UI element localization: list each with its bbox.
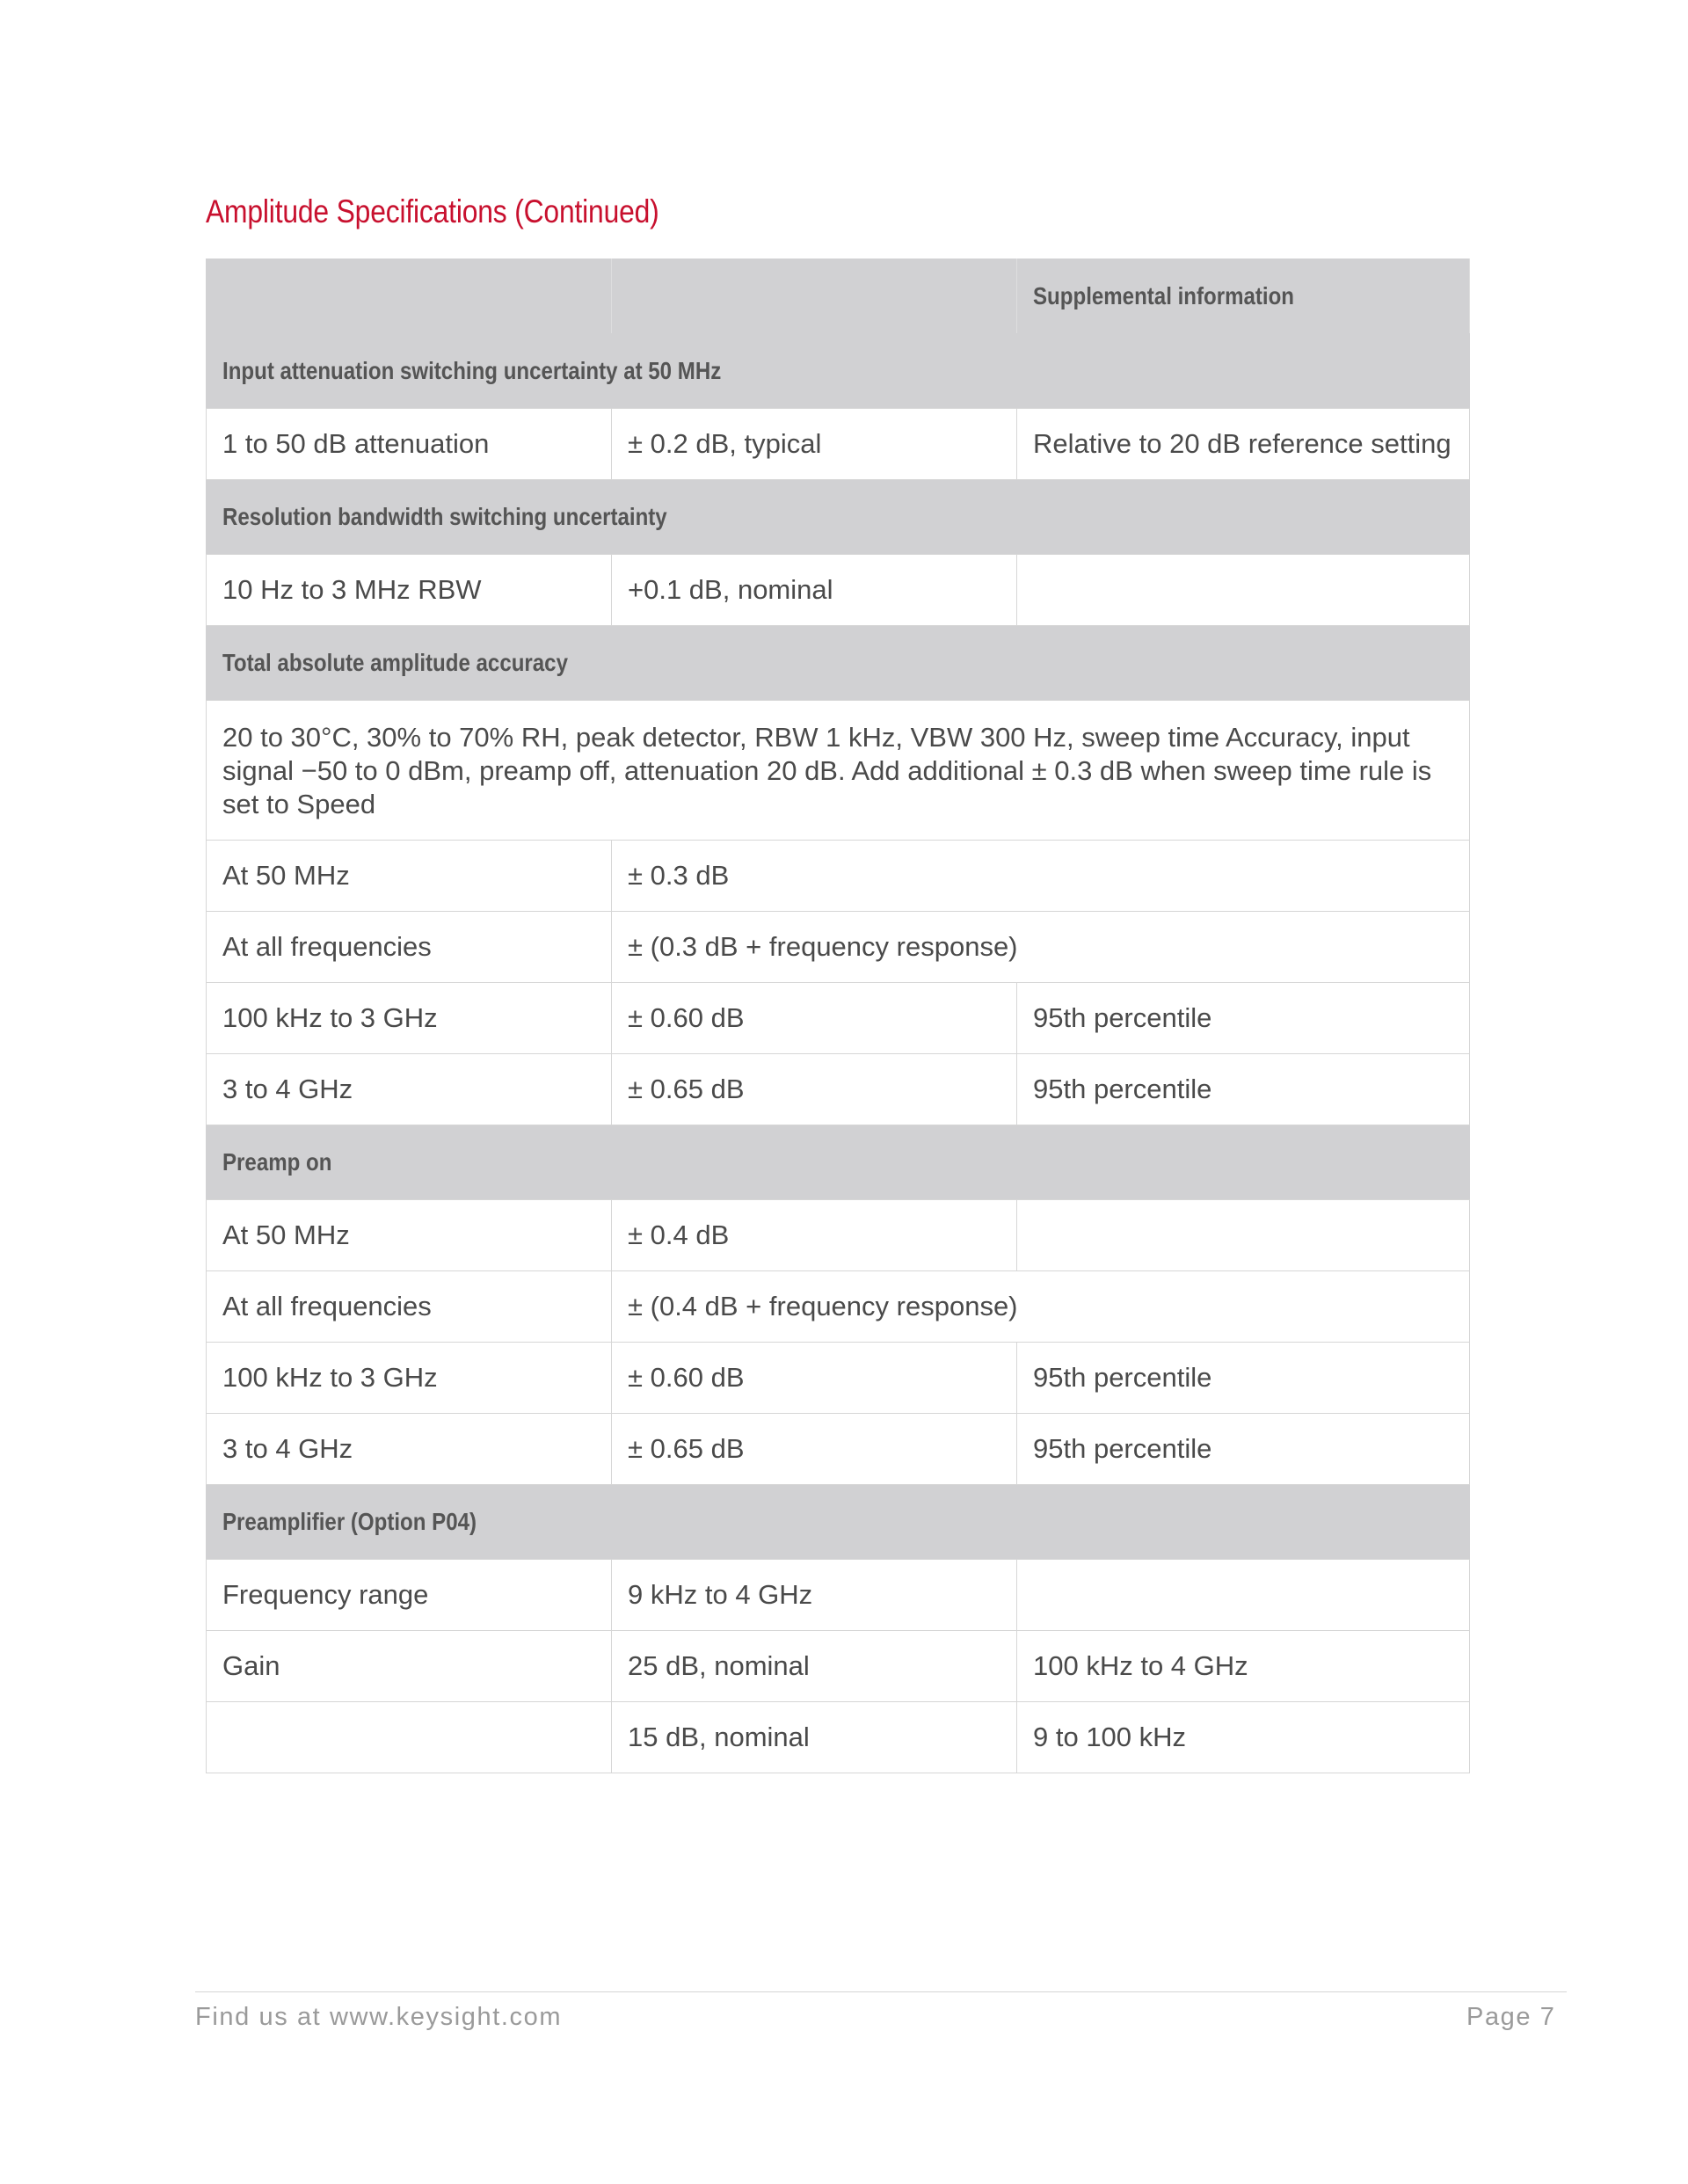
table-row [207, 1560, 1470, 1631]
section-note-row [207, 701, 1470, 841]
table-row [207, 1271, 1470, 1343]
row-condition: 3 to 4 GHz [207, 1054, 612, 1125]
section-heading-row [207, 480, 1470, 555]
row-condition: At all frequencies [207, 1271, 612, 1343]
row-specification: ± 0.60 dB [612, 983, 1017, 1054]
table-row [207, 1414, 1470, 1485]
section-heading: Preamp on [207, 1125, 1470, 1200]
row-condition [207, 1702, 612, 1773]
table-row [207, 1343, 1470, 1414]
row-specification: ± (0.4 dB + frequency response) [612, 1271, 1470, 1343]
row-supplemental: 95th percentile [1017, 1054, 1470, 1125]
table-row [207, 983, 1470, 1054]
table-header-row [207, 259, 1470, 334]
table-row [207, 1054, 1470, 1125]
section-heading-row [207, 626, 1470, 701]
table-row [207, 841, 1470, 912]
header-cell-supplemental: Supplemental information [1017, 259, 1470, 334]
row-specification: ± 0.60 dB [612, 1343, 1017, 1414]
section-heading-row [207, 334, 1470, 409]
footer-divider [195, 1991, 1567, 1992]
row-condition: 10 Hz to 3 MHz RBW [207, 555, 612, 626]
table-row [207, 912, 1470, 983]
section-heading: Input attenuation switching uncertainty at 50 MHz [207, 334, 1470, 409]
amplitude-spec-table [206, 258, 1470, 1773]
row-specification: 25 dB, nominal [612, 1631, 1017, 1702]
row-specification: ± 0.65 dB [612, 1414, 1017, 1485]
section-note: 20 to 30°C, 30% to 70% RH, peak detector, RBW 1 kHz, VBW 300 Hz, sweep time Accuracy, input signal −50 to 0 dBm, preamp off, attenuation 20 dB. Add additional ± 0.3 dB when sweep time rule is set to Speed [207, 701, 1470, 841]
table-row [207, 1200, 1470, 1271]
header-cell-1 [207, 259, 612, 334]
row-specification: ± 0.2 dB, typical [612, 409, 1017, 480]
footer-website: Find us at www.keysight.com [195, 2003, 563, 2031]
row-condition: 3 to 4 GHz [207, 1414, 612, 1485]
row-condition: 1 to 50 dB attenuation [207, 409, 612, 480]
section-heading-row [207, 1485, 1470, 1560]
row-specification: +0.1 dB, nominal [612, 555, 1017, 626]
table-row [207, 1702, 1470, 1773]
row-supplemental: 100 kHz to 4 GHz [1017, 1631, 1470, 1702]
row-supplemental: Relative to 20 dB reference setting [1017, 409, 1470, 480]
row-specification: 9 kHz to 4 GHz [612, 1560, 1017, 1631]
section-heading: Preamplifier (Option P04) [207, 1485, 1470, 1560]
row-condition: At all frequencies [207, 912, 612, 983]
row-condition: At 50 MHz [207, 1200, 612, 1271]
row-condition: Gain [207, 1631, 612, 1702]
row-specification: 15 dB, nominal [612, 1702, 1017, 1773]
header-cell-2 [612, 259, 1017, 334]
row-condition: At 50 MHz [207, 841, 612, 912]
row-supplemental: 95th percentile [1017, 1414, 1470, 1485]
table-row [207, 1631, 1470, 1702]
page-title: Amplitude Specifications (Continued) [206, 193, 659, 229]
row-supplemental [1017, 1200, 1470, 1271]
row-supplemental: 95th percentile [1017, 1343, 1470, 1414]
row-supplemental [1017, 1560, 1470, 1631]
row-specification: ± 0.3 dB [612, 841, 1470, 912]
section-heading: Total absolute amplitude accuracy [207, 626, 1470, 701]
footer-page-number: Page 7 [1466, 2003, 1556, 2031]
section-heading-row [207, 1125, 1470, 1200]
row-condition: 100 kHz to 3 GHz [207, 983, 612, 1054]
row-specification: ± 0.65 dB [612, 1054, 1017, 1125]
row-condition: Frequency range [207, 1560, 612, 1631]
row-specification: ± (0.3 dB + frequency response) [612, 912, 1470, 983]
table-row [207, 409, 1470, 480]
row-supplemental [1017, 555, 1470, 626]
row-supplemental: 95th percentile [1017, 983, 1470, 1054]
row-supplemental: 9 to 100 kHz [1017, 1702, 1470, 1773]
row-condition: 100 kHz to 3 GHz [207, 1343, 612, 1414]
section-heading: Resolution bandwidth switching uncertainty [207, 480, 1470, 555]
table-row [207, 555, 1470, 626]
row-specification: ± 0.4 dB [612, 1200, 1017, 1271]
